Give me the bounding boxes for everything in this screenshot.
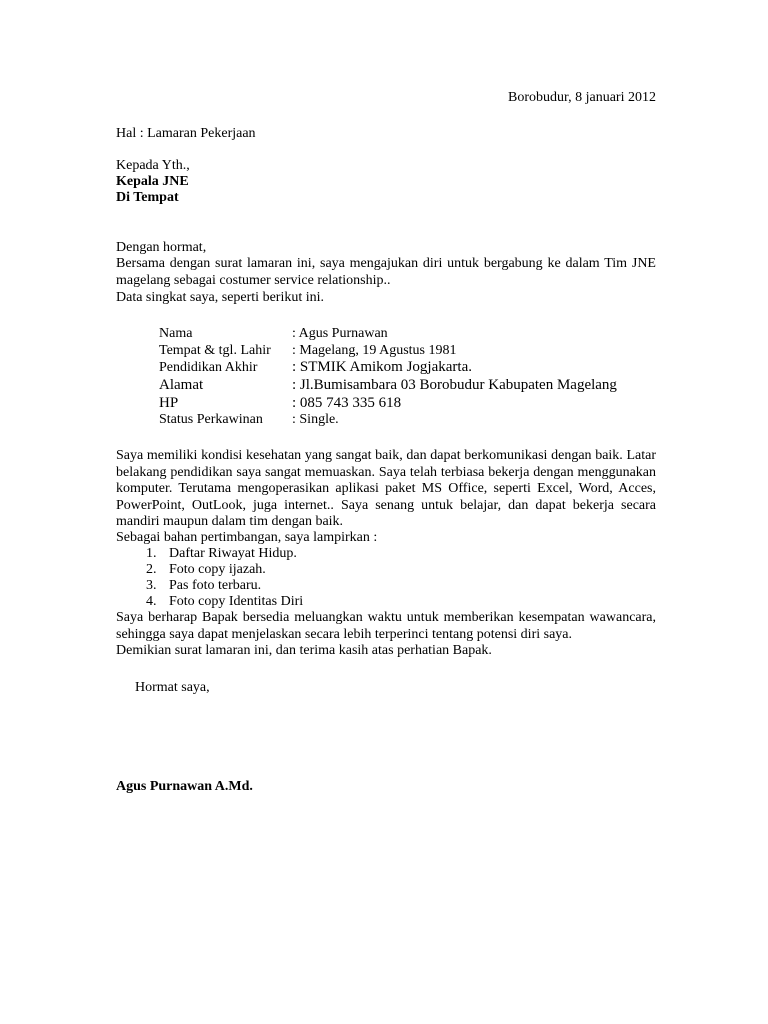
subject-line: Hal : Lamaran Pekerjaan [116, 126, 256, 141]
recipient-name: Kepala JNE [116, 174, 189, 189]
data-label-status: Status Perkawinan [159, 412, 263, 427]
attachments-intro: Sebagai bahan pertimbangan, saya lampirkan : [116, 530, 378, 545]
date-line: Borobudur, 8 januari 2012 [508, 90, 656, 105]
data-value-ttl: : Magelang, 19 Agustus 1981 [292, 343, 457, 358]
closing-paragraph: Saya berharap Bapak bersedia meluangkan waktu untuk memberikan kesempatan wawancara, sehingga saya dapat menjelaskan secara lebih terperinci tentang potensi diri saya. [116, 610, 656, 642]
intro-line-2: magelang sebagai costumer service relationship.. [116, 273, 391, 288]
data-value-alamat: : Jl.Bumisambara 03 Borobudur Kabupaten Magelang [292, 377, 617, 393]
body-paragraph: Saya memiliki kondisi kesehatan yang sangat baik, dan dapat berkomunikasi dengan baik. Latar belakang pendidikan saya sangat memuaskan. Saya telah terbiasa bekerja dengan menggunakan komputer. Terutama mengoperasikan aplikasi paket MS Office, seperti Excel, Word, Acces, PowerPoint, OutLook, juga internet.. Saya senang untuk belajar, dan dapat bekerja secara mandiri maupun dalam tim dengan baik. [116, 448, 656, 529]
attachment-item: Foto copy ijazah. [169, 562, 266, 577]
data-label-ttl: Tempat & tgl. Lahir [159, 343, 271, 358]
attachment-item: Foto copy Identitas Diri [169, 594, 304, 609]
data-value-hp: : 085 743 335 618 [292, 395, 402, 411]
data-value-pendidikan: : STMIK Amikom Jogjakarta. [292, 359, 472, 375]
data-label-pendidikan: Pendidikan Akhir [159, 360, 258, 375]
data-value-nama: : Agus Purnawan [292, 326, 388, 341]
opening-greeting: Dengan hormat, [116, 240, 207, 255]
attachment-number: 3. [146, 578, 157, 593]
attachment-number: 2. [146, 562, 157, 577]
data-label-alamat: Alamat [159, 377, 204, 393]
data-value-status: : Single. [292, 412, 339, 427]
attachment-item: Daftar Riwayat Hidup. [169, 546, 297, 561]
signature-name: Agus Purnawan A.Md. [116, 779, 253, 794]
intro-line-3: Data singkat saya, seperti berikut ini. [116, 290, 324, 305]
attachment-number: 4. [146, 594, 157, 609]
data-label-nama: Nama [159, 326, 193, 341]
data-label-hp: HP [159, 395, 179, 411]
attachment-number: 1. [146, 546, 157, 561]
recipient-place: Di Tempat [116, 190, 179, 205]
sign-off: Hormat saya, [135, 680, 210, 695]
thanks-line: Demikian surat lamaran ini, dan terima kasih atas perhatian Bapak. [116, 643, 492, 658]
attachment-item: Pas foto terbaru. [169, 578, 262, 593]
recipient-greeting: Kepada Yth., [116, 158, 190, 173]
intro-line-1: Bersama dengan surat lamaran ini, saya mengajukan diri untuk bergabung ke dalam Tim JNE [116, 256, 656, 271]
